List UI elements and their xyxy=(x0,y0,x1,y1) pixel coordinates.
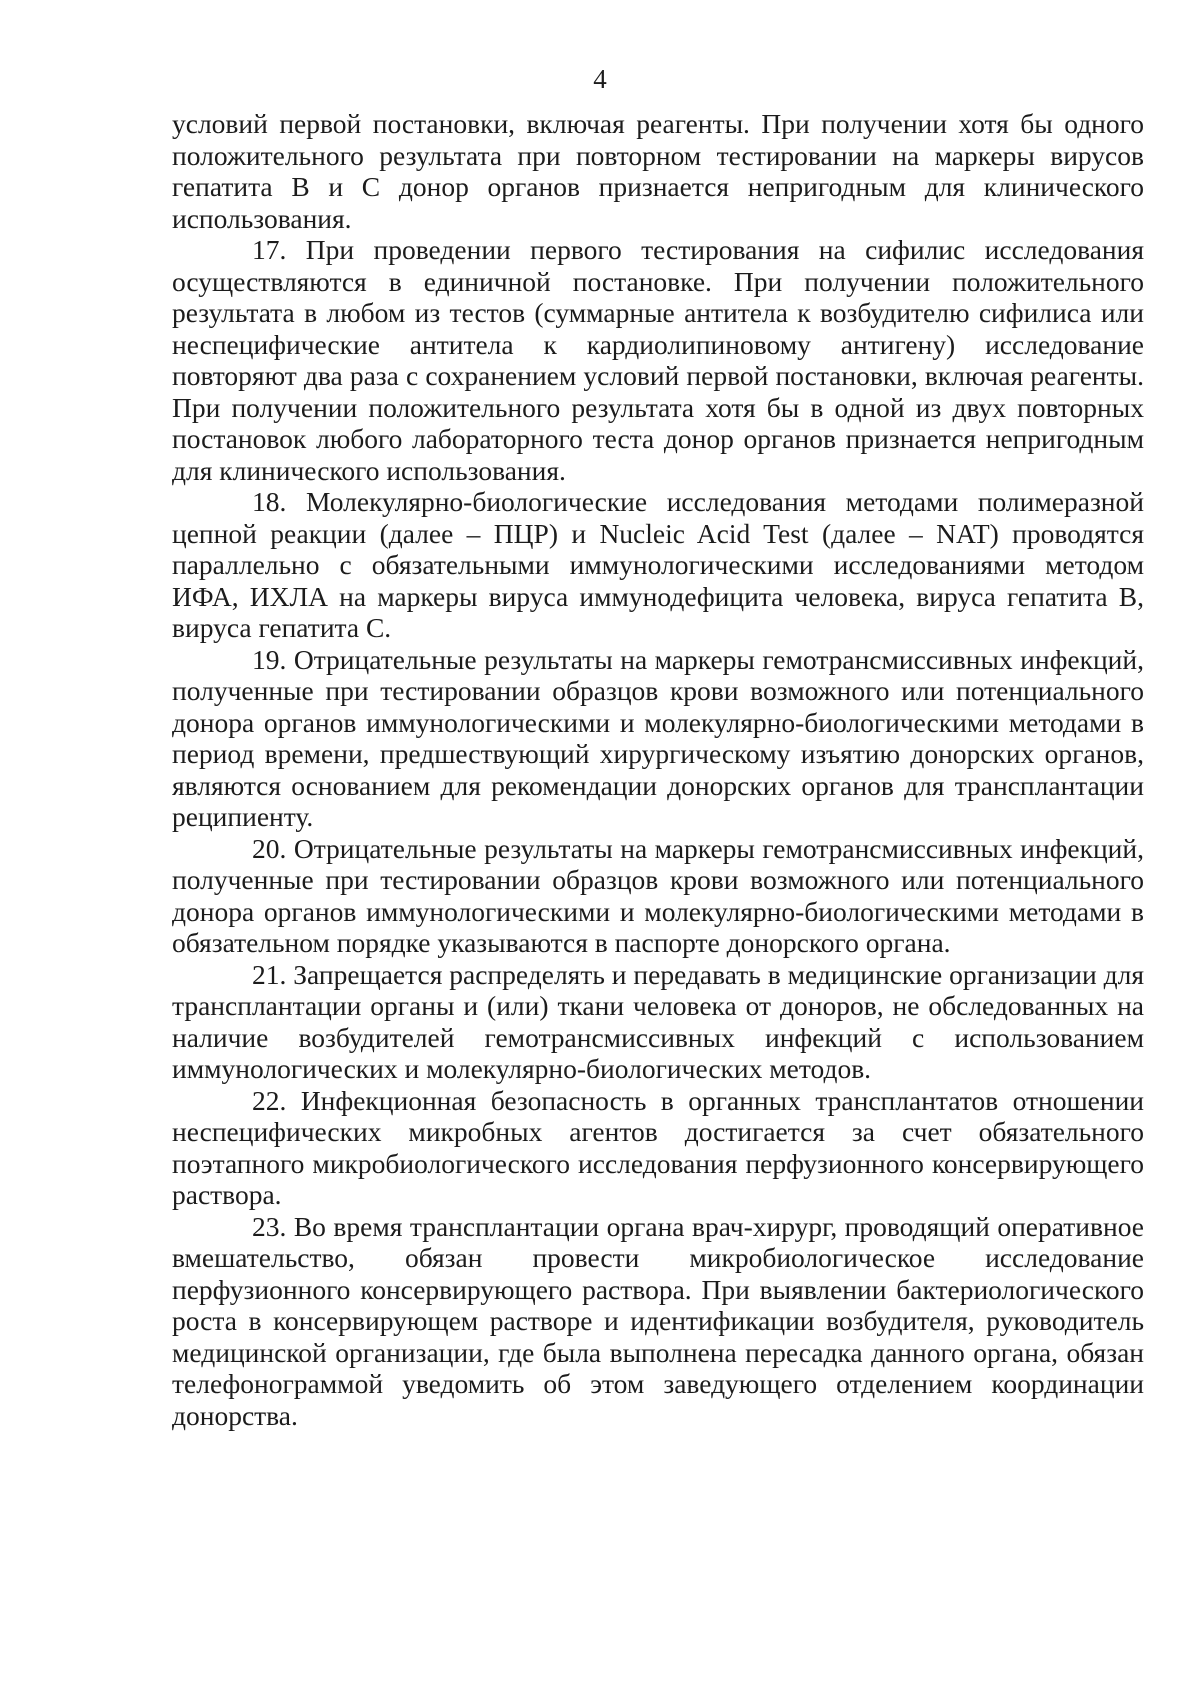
paragraph-22: 22. Инфекционная безопасность в органных трансплантатов отношении неспецифических микробных агентов достигается за счет обязательного поэтапного микробиологического исследования перфузионного консервирующего раствора. xyxy=(172,1084,1144,1210)
paragraph-16-continuation: условий первой постановки, включая реагенты. При получении хотя бы одного положительного результата при повторном тестировании на маркеры вирусов гепатита В и С донор органов признается непригодным для клинического использования. xyxy=(172,108,1144,234)
paragraph-23: 23. Во время трансплантации органа врач-хирург, проводящий оперативное вмешательство, обязан провести микробиологическое исследование перфузионного консервирующего раствора. При выявлении бактериологического роста в консервирующем растворе и идентификации возбудителя, руководитель медицинской организации, где была выполнена пересадка данного органа, обязан телефонограммой уведомить об этом заведующего отделением координации донорства. xyxy=(172,1210,1144,1431)
paragraph-21: 21. Запрещается распределять и передавать в медицинские организации для трансплантации органы и (или) ткани человека от доноров, не обследованных на наличие возбудителей гемотрансмиссивных инфекций с использованием иммунологических и молекулярно-биологических методов. xyxy=(172,958,1144,1084)
paragraph-18: 18. Молекулярно-биологические исследования методами полимеразной цепной реакции (далее – ПЦР) и Nucleic Acid Test (далее – NAT) проводятся параллельно с обязательными иммунологическими исследованиями методом ИФА, ИХЛА на маркеры вируса иммунодефицита человека, вируса гепатита В, вируса гепатита С. xyxy=(172,486,1144,643)
page-number: 4 xyxy=(593,64,607,94)
paragraph-20: 20. Отрицательные результаты на маркеры гемотрансмиссивных инфекций, полученные при тестировании образцов крови возможного или потенциального донора органов иммунологическими и молекулярно-биологическими методами в обязательном порядке указываются в паспорте донорского органа. xyxy=(172,832,1144,958)
paragraph-17: 17. При проведении первого тестирования на сифилис исследования осуществляются в единичной постановке. При получении положительного результата в любом из тестов (суммарные антитела к возбудителю сифилиса или неспецифические антитела к кардиолипиновому антигену) исследование повторяют два раза с сохранением условий первой постановки, включая реагенты. При получении положительного результата хотя бы в одной из двух повторных постановок любого лабораторного теста донор органов признается непригодным для клинического использования. xyxy=(172,234,1144,486)
document-body xyxy=(172,108,1144,1431)
paragraph-19: 19. Отрицательные результаты на маркеры гемотрансмиссивных инфекций, полученные при тестировании образцов крови возможного или потенциального донора органов иммунологическими и молекулярно-биологическими методами в период времени, предшествующий хирургическому изъятию донорских органов, являются основанием для рекомендации донорских органов для трансплантации реципиенту. xyxy=(172,643,1144,832)
